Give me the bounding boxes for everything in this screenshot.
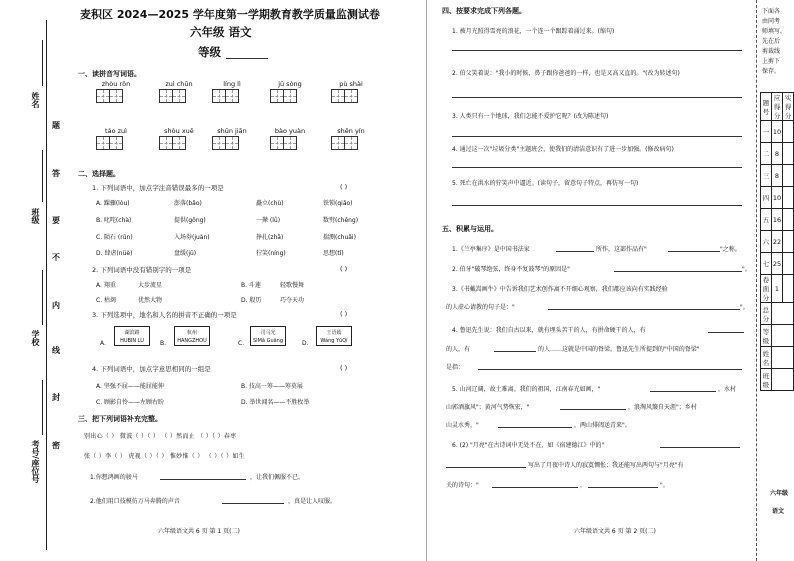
option-text: D. 肆虐(nüè) [96,250,133,257]
option-text: A. 翔重 [96,282,116,289]
question-2-3: 3. 下列选项中，地名和人名的拼音不正确的一项是 [92,311,237,319]
option-text: 揣测(chuǎi) [323,234,356,241]
answer-line[interactable] [452,205,742,206]
fill-sentence-1: 1.你想鸿画的骏马 [90,474,138,481]
fill-blank[interactable] [588,487,658,488]
option-text: C. 顾影自怜——左顾右盼 [96,399,165,406]
question-2-1: 1. 下列词语中，加点字注音错误最多的一项是 [92,184,224,192]
score-row [761,143,794,165]
pinyin-label: táo zuì [105,127,127,135]
pinyin-item[interactable] [212,127,252,150]
write-grid[interactable] [212,89,252,103]
q5-4-d: 是指： [446,364,465,371]
option-text: 入场券(juàn) [174,234,210,241]
section2-heading: 二、选择题。 [78,170,120,178]
pinyin-item[interactable] [96,127,136,150]
name-blank-line [42,40,43,86]
page-footer-right: 六年级语文共 6 页 第 2 页(二) [574,528,656,535]
sign-hanzi: 湖滨路 [124,330,140,336]
answer-paren[interactable]: ( ) [340,265,348,273]
notice-line: 剪裁线 [762,48,781,55]
sign-pinyin: SIMǎ Guāng [252,338,284,344]
option-text: 提供(gōng) [174,217,206,224]
school-blank-line [42,270,43,325]
section1-heading: 一、读拼音写词语。 [78,70,141,78]
q5-4: 4. 鲁迅先生说：我们自古以来，就有埋头苦干的人，有拼命硬干的人，有 [452,327,646,334]
score-got[interactable] [783,275,794,303]
option-text: 一撵 (lǜ) [256,217,281,224]
level-label: 等级 [198,45,221,59]
seal-char: 内 [52,301,60,310]
question-4-1: 1. 被月光照得雪亮的浪花，一个连一个跟踪着涌过来。(缩句) [452,28,615,35]
q5-6-b: 写出了月夜中诗人的寂寞惆怅；我还能写出两句与"月亮"有 [528,462,684,469]
fill-words-row[interactable]: 别出心（ ） 微波（ ）（ ） （ ）然而止 （ ）（ ）春枣 [84,433,237,440]
score-max: 16 [771,209,783,231]
pinyin-item[interactable] [96,80,136,103]
pinyin-label: shūn jiān [217,127,247,135]
score-got[interactable] [783,209,794,231]
q5-5-d: ，浪淘风簸自天涯"；乡村 [628,404,697,411]
pinyin-item[interactable] [212,80,252,103]
answer-paren[interactable]: ( ) [340,364,348,372]
exam-no-blank-line [42,380,43,435]
score-row [761,165,794,187]
score-max: 22 [771,231,783,253]
fill-blank[interactable] [446,467,526,468]
option-letter: A. [100,340,106,347]
option-text: D. 举世闻名——不胜枚举 [241,399,310,406]
score-got[interactable] [783,253,794,275]
option-text: 数劈(chēng) [323,217,359,224]
seal-char: 线 [52,346,60,355]
q5-6-d: ， [580,482,587,489]
score-max: 8 [771,165,783,187]
option-text: 挣扎(zhā) [256,234,284,241]
binding-field-name: 姓名 [31,92,40,108]
question-2-4: 4. 下列词语中，加点字意思相同的一组是 [92,365,211,373]
seal-char: 答 [52,169,60,178]
option-text: A. 坚强不屈——能屈能伸 [96,383,164,390]
road-sign-card [316,326,352,346]
score-item: 七 [761,253,772,275]
score-got[interactable] [783,231,794,253]
score-row [761,369,794,391]
seal-char: 不 [52,253,60,262]
score-item: 班级 [761,369,772,391]
pinyin-item[interactable] [331,80,371,103]
option-text: 巧夺天功 [280,297,305,304]
score-header: 应得分 [771,93,783,121]
right-footer-subject: 语文 [772,508,785,515]
seal-char: 要 [52,216,60,225]
score-row [761,187,794,209]
seal-char: 封 [52,393,60,402]
q5-1-b: 所作，这部作品有" [596,246,647,253]
fill-blank[interactable] [708,332,744,333]
sign-hanzi: 司马光 [260,330,276,336]
cut-line [756,0,757,561]
score-max: 8 [771,143,783,165]
score-value[interactable] [771,325,793,347]
fill-blank[interactable] [614,271,742,272]
option-text: B. 技高一筹——筹莫展 [241,383,303,390]
score-value[interactable] [771,347,793,369]
fill-blank[interactable] [556,251,594,252]
section3-heading: 三、把下列词语补充完整。 [78,415,162,423]
score-max: 1 [771,275,783,303]
fill-words-row[interactable]: 张（ ）李（ ） 虎视（ ）（ ） 惟妙惟（ ） （ ）（ ）如生 [84,453,245,460]
option-text: B. 叱咤(chà) [96,217,132,224]
score-got[interactable] [783,121,794,143]
binding-field-class: 班级 [31,208,40,224]
score-table [760,92,794,391]
option-text: C. 陨石 (rǔn) [96,234,133,241]
pinyin-label: shòu xuē [164,127,194,135]
pinyin-label: líng lì [223,80,241,88]
notice-line: 保存。 [762,68,781,75]
notice-line: 上剪下 [762,58,781,65]
q5-3-c: "。 [740,304,749,311]
score-got[interactable] [783,165,794,187]
binding-field-school: 学校 [31,330,40,346]
fill-blank[interactable] [560,409,626,410]
option-text: D. 殷历 [241,297,262,304]
option-letter: B. [160,340,167,347]
fill-blank[interactable] [494,351,536,352]
q5-3: 3.《书戴嵩画牛》中告诉我们艺术创作离不开细心观察，我们都应该向有实践经验 [452,286,668,293]
option-text: A. 踝骤(lòu) [96,200,130,207]
notice-line: 先在后 [762,38,781,45]
option-text: 铁锁(qiǎo) [323,200,353,207]
page-divider [426,0,427,561]
score-got[interactable] [783,187,794,209]
fill-blank[interactable] [668,251,720,252]
fill-blank[interactable] [650,391,716,392]
option-letter: D. [302,340,309,347]
score-row [761,231,794,253]
option-text: 优然大物 [138,297,163,304]
section4-heading: 四、按要求完成下列各题。 [442,7,526,15]
score-row [761,253,794,275]
answer-line[interactable] [452,97,742,98]
question-4-3: 3. 人类只有一个地球，我们怎能不爱护它呢？(改为陈述句) [452,113,609,120]
score-item: 三 [761,165,772,187]
score-row [761,347,794,369]
question-4-2: 2. 伯父笑着说："我小的时候，鼻子跟你爸爸的一样，也是又高又直的。"(改为转述句) [452,70,680,77]
write-grid[interactable] [331,89,371,103]
score-row [761,303,794,325]
road-sign-card [114,326,150,346]
write-grid[interactable] [270,89,310,103]
pinyin-item[interactable] [159,80,199,103]
q5-6-c: 关的诗句：" [446,482,479,489]
sign-hanzi: 王语嫣 [326,330,342,336]
answer-line[interactable] [452,167,742,168]
option-text: B. 斗莲 [241,282,261,289]
pinyin-item[interactable] [159,127,199,150]
q5-1: 1.《兰亭集序》是中国书法家 [452,246,530,253]
score-item: 总分 [761,303,772,325]
seal-char: 题 [52,121,60,130]
q5-4-b: 的人，有 [446,346,471,353]
q5-5-f: ，两山排闼送青来"。 [574,422,631,429]
right-footer-grade: 六年级 [770,490,789,497]
score-max: 25 [771,253,783,275]
q5-6-e: "。 [660,482,669,489]
write-grid[interactable] [331,136,371,150]
answer-paren[interactable]: ( ) [340,183,348,191]
q5-2: 2. 伯牙"破琴绝弦，终身不复鼓琴"的原因是" [452,266,570,273]
pinyin-label: pù shài [339,80,363,88]
option-text: 轻歌慢舞 [280,282,305,289]
road-sign-card [174,326,210,346]
pinyin-label: shēn yín [337,127,365,135]
score-item: 卷面分 [761,275,772,303]
score-got[interactable] [783,143,794,165]
option-text: 狞笑(níng) [256,250,286,257]
notice-line: 师填写， [762,28,787,35]
score-item: 二 [761,143,772,165]
notice-line: 由同考 [762,18,781,25]
notice-line: 下面各 [762,8,781,15]
option-text: 澎落(bǎo) [174,200,202,207]
score-row [761,121,794,143]
exam-title: 麦积区 2024—2025 学年度第一学期教育教学质量监测试卷 [80,8,380,21]
fill-sentence-2-end: ，真是让人叹服。 [288,498,337,505]
grade-subject: 六年级 语文 [190,25,252,39]
score-row [761,325,794,347]
fill-sentence-2: 2.他们用口技模仿万马奔腾的声音 [90,498,180,505]
fill-blank[interactable] [160,479,246,480]
score-max: 10 [771,121,783,143]
pinyin-label: jū sòng [278,80,302,88]
q5-6: 6. (2) "月亮"在古诗词中无处不在，如《宿建德江》中的" [452,442,605,449]
binding-line [46,20,47,550]
option-text: 矗立(chù) [256,200,284,207]
class-blank-line [42,150,43,202]
fill-blank[interactable] [548,309,740,310]
write-grid[interactable] [270,136,310,150]
write-grid[interactable] [159,89,199,103]
sign-pinyin: HANGZHOU [177,338,207,344]
score-item: 五 [761,209,772,231]
option-letter: C. [238,340,245,347]
q5-5: 5. 山河辽阔，故土难离。我们的祖国，江南春光如画，" [452,386,601,393]
score-value[interactable] [771,369,793,391]
sign-hanzi: 杭州 [186,330,197,336]
write-grid[interactable] [212,136,252,150]
road-sign-card [250,326,286,346]
score-max: 10 [771,187,783,209]
answer-paren[interactable]: ( ) [340,310,348,318]
pinyin-label: zuì chūn [165,80,193,88]
score-row [761,209,794,231]
score-item: 一 [761,121,772,143]
binding-field-exam-no: 考号/座位号 [31,440,40,483]
q5-5-e: 山灵水秀，" [446,422,479,429]
fill-sentence-1-end: ，让我们佩服不已。 [250,474,305,481]
score-value[interactable] [771,303,793,325]
write-grid[interactable] [96,136,136,150]
fill-blank[interactable] [478,369,742,370]
score-item: 四 [761,187,772,209]
score-header: 实得分 [783,93,794,121]
option-text: 思想(tǐ) [323,250,344,257]
question-4-5: 5. 死亡在洪水的狞笑声中逼近。(读句子，留意句子特点，再仿写一句) [452,180,639,187]
q5-1-c: "之称。 [720,246,741,253]
seal-char: 密 [52,441,60,450]
score-header-row [761,93,794,121]
fill-blank[interactable] [498,427,572,428]
score-item: 等级 [761,325,772,347]
q5-5-c: 山郭酒旗风"；黄河气势恢宏，" [446,404,530,411]
level-blank[interactable] [226,58,268,59]
answer-line[interactable] [452,136,742,137]
write-grid[interactable] [159,136,199,150]
sign-pinyin: Wáng YǔQí [320,338,348,344]
option-text: 盘缓(jū) [174,250,197,257]
score-item: 姓名 [761,347,772,369]
section5-heading: 五、积累与运用。 [442,225,498,233]
q5-2-b: "。 [742,266,751,273]
fill-blank[interactable] [222,503,284,504]
score-item: 六 [761,231,772,253]
pinyin-label: bào yuàn [274,127,306,135]
answer-line[interactable] [452,50,742,51]
question-4-4: 4. 通过这一次"垃圾分类"主题班会，使我们的清洁意识有了进一步加强。(修改病句) [452,146,674,153]
option-text: 大步流星 [138,282,163,289]
q5-5-b: ，水村 [718,386,737,393]
pinyin-item[interactable] [270,127,310,150]
q5-3-b: 的人虚心请教的句子是：" [446,304,515,311]
pinyin-item[interactable] [331,127,371,150]
score-header: 题号 [761,93,772,121]
pinyin-label: zhòu rǒn [101,80,131,88]
pinyin-item[interactable] [270,80,310,103]
score-row [761,275,794,303]
page-footer-left: 六年级语文共 6 页 第 1 页(二) [158,528,240,535]
sign-pinyin: HUBIN LU [120,338,144,344]
write-grid[interactable] [96,89,136,103]
question-2-2: 2. 下列词语中没有错别字的一项是 [92,266,192,274]
option-text: C. 枯竭 [96,297,117,304]
q5-4-c: 的人……这就是中国的脊梁。鲁迅先生所提到的"中国的脊梁" [538,346,700,353]
fill-blank[interactable] [660,447,740,448]
fill-blank[interactable] [492,487,578,488]
